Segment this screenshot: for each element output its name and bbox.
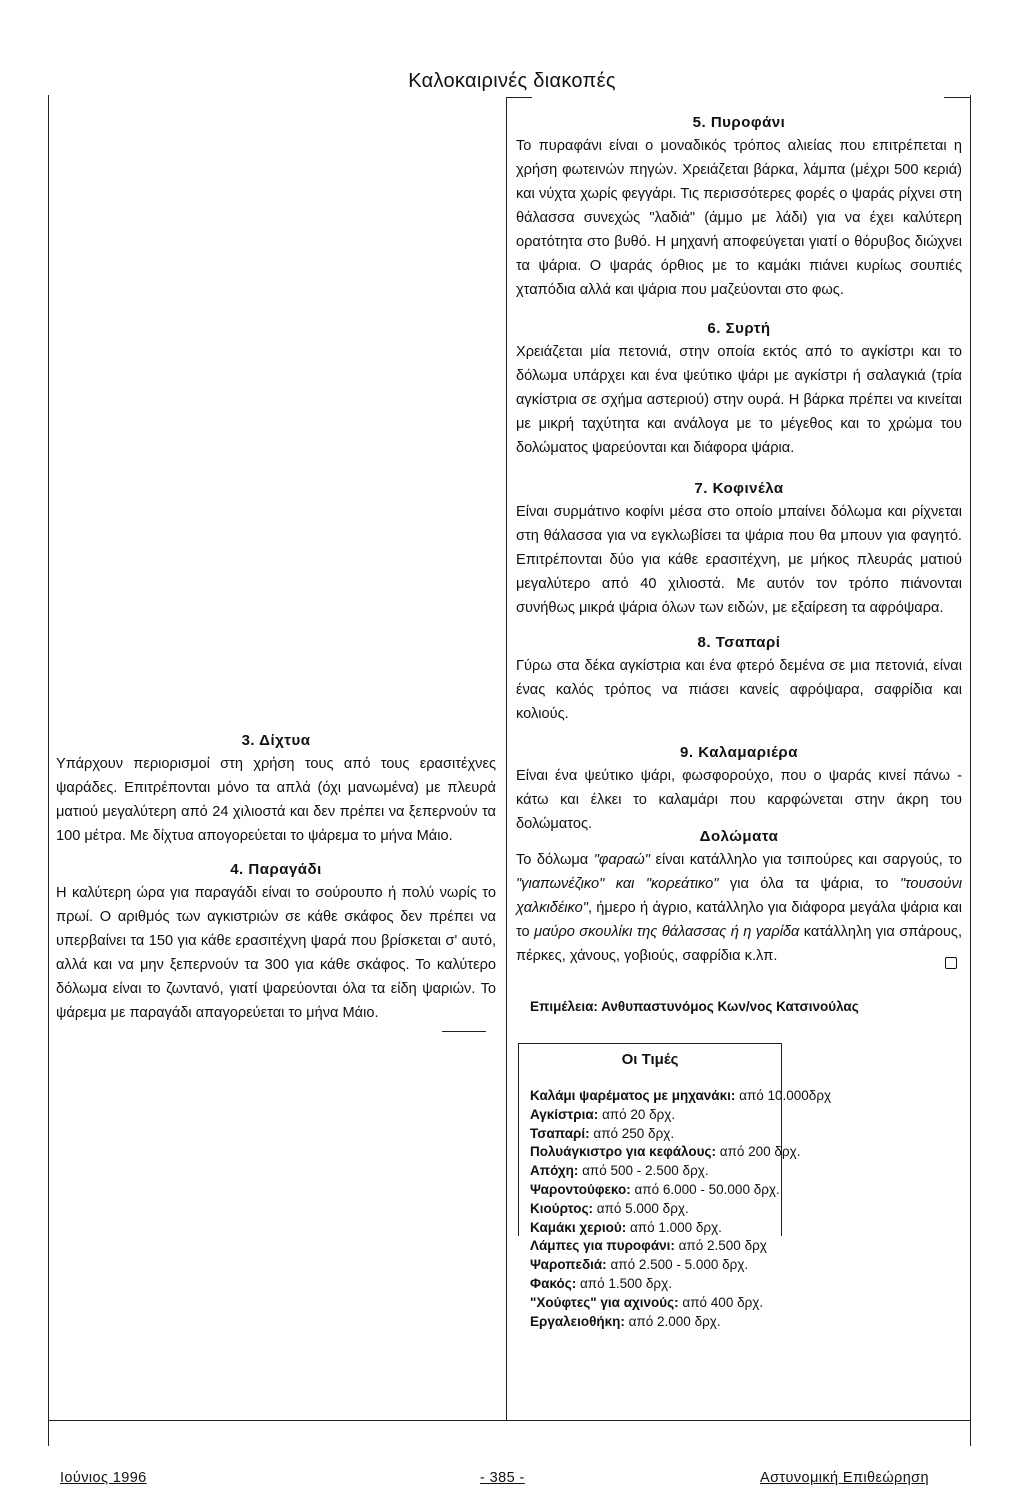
price-item	[530, 1219, 831, 1238]
price-item	[530, 1256, 831, 1275]
right-margin-rule	[970, 95, 971, 1420]
section-9-title: 9. Καλαμαριέρα	[680, 744, 798, 761]
end-of-article-mark	[945, 957, 957, 969]
price-label: Απόχη:	[530, 1163, 579, 1179]
section-9	[516, 742, 962, 836]
prices-title: Οι Τιμές	[621, 1051, 679, 1068]
price-item	[530, 1143, 831, 1162]
price-item	[530, 1125, 831, 1144]
price-value: από 2.500 δρχ	[678, 1238, 767, 1254]
section-3	[56, 730, 496, 848]
footer-rule	[48, 1420, 970, 1421]
footer-page-number: - 385 -	[480, 1470, 525, 1486]
price-item	[530, 1275, 831, 1294]
price-label: Αγκίστρια:	[530, 1106, 599, 1122]
section-3-title: 3. Δίχτυα	[241, 732, 311, 749]
section-baits-body: Το δόλωμα "φαραώ" είναι κατάλληλο για τσιπούρες και σαργούς, το "γιαπωνέζικο" και "κορεάτικο" για όλα τα ψάρια, το "τουσούνι χαλκιδέικο", ήμερο ή άγριο, κατάλληλο για διάφορα μεγάλα ψάρια και το μαύρο σκουλίκι της θάλασσας ή η γαρίδα κατάλληλη για σπάρους, πέρκες, χάνους, γοβιούς, σαφρίδια κ.λπ.	[516, 852, 963, 964]
price-label: "Χούφτες" για αχινούς:	[530, 1294, 679, 1310]
price-label: Καμάκι χεριού:	[530, 1219, 627, 1235]
section-8	[516, 632, 962, 726]
price-label: Λάμπες για πυροφάνι:	[530, 1238, 675, 1254]
section-3-body: Υπάρχουν περιορισμοί στη χρήση τους από τους ερασιτέχνες ψαράδες. Επιτρέπονται μόνο τα απλά (όχι μανωμένα) με πλευρά ματιού μεγαλύτερη από 24 χιλιοστά και δεν πρέπει να ξεπερνούν τα 100 μέτρα. Με δίχτυα απογορεύεται το ψάρεμα το μήνα Μάιο.	[56, 756, 496, 844]
section-8-body: Γύρω στα δέκα αγκίστρια και ένα φτερό δεμένα σε μια πετονιά, είναι ένας καλός τρόπος να πιάσει κανείς αφρόψαρα, σαφρίδια και κολιούς.	[516, 658, 962, 722]
section-4-body: Η καλύτερη ώρα για παραγάδι είναι το σούρουπο ή πολύ νωρίς το πρωί. Ο αριθμός των αγκιστριών σε κάθε σκάφος δεν πρέπει να υπερβαίνει τα 150 για κάθε ερασιτέχνη ψαρά που βρίσκεται σ' αυτό, αλλά και να μην ξεπερνούν τα 300 για κάθε σκάφος. Το καλύτερο δόλωμα είναι το ζωντανό, γιατί ψαρεύονται όλα τα είδη ψαριών. Το ψάρεμα με παραγάδι απαγορεύεται το μήνα Μάιο.	[56, 885, 496, 1021]
section-5-body: Το πυραφάνι είναι ο μοναδικός τρόπος αλιείας που επιτρέπεται η χρήση φωτεινών πηγών. Χρειάζεται βάρκα, λάμπα (μέχρι 500 κεριά) και νύχτα χωρίς φεγγάρι. Τις περισσότερες φορές ο ψαράς ρίχνει στη θάλασσα συνεχώς "λαδιά" (άμμο με λάδι) για να έχει καλύτερη ορατότητα στο βυθό. Η μηχανή αποφεύγεται γιατί ο θόρυβος διώχνει τα ψάρια. Ο ψαράς όρθιος με το καμάκι πιάνει κυρίως σουπιές χταπόδια αλλά και ψάρια που μαζεύονται στο φως.	[516, 138, 962, 298]
price-item	[530, 1087, 831, 1106]
section-6-body: Χρειάζεται μία πετονιά, στην οποία εκτός από το αγκίστρι και το δόλωμα υπάρχει και ένα ψεύτικο ψάρι με αγκίστρι ή σαλαγκιά (τρία αγκίστρια σε σχήμα αστεριού) στην ουρά. Η βάρκα πρέπει να κινείται με μικρή ταχύτητα και ανάλογα με το μέγεθος και το χρώμα του δολώματος ψαρεύονται και διάφορα ψάρια.	[516, 344, 962, 456]
price-value: από 20 δρχ.	[601, 1106, 676, 1122]
top-rule-right	[944, 97, 970, 98]
price-label: Εργαλειοθήκη:	[530, 1313, 625, 1329]
left-margin-rule	[48, 95, 49, 1420]
section-7-body: Είναι συρμάτινο κοφίνι μέσα στο οποίο μπαίνει δόλωμα και ρίχνεται στη θάλασσα για να εγκλωβίσει τα ψάρια που θα μπουν για φαγητό. Επιτρέπονται δύο για κάθε ερασιτέχνη, με μήκος πλευράς ματιού μεγαλύτερο από 40 χιλιοστά. Με αυτόν τον τρόπο πιάνονται συνήθως μικρά ψάρια όλων των ειδών, με εξαίρεση τα αφρόψαρα.	[516, 504, 962, 616]
price-value: από 500 - 2.500 δρχ.	[582, 1163, 709, 1179]
price-value: από 400 δρχ.	[682, 1294, 764, 1310]
price-label: Κιούρτος:	[530, 1200, 593, 1216]
price-label: Ψαροπεδιά:	[530, 1257, 607, 1273]
price-label: Καλάμι ψαρέματος με μηχανάκι:	[530, 1088, 736, 1103]
running-head: Καλοκαιρινές διακοπές	[408, 70, 616, 92]
footer-publication: Αστυνομική Επιθεώρηση	[760, 1470, 929, 1486]
section-4-end-rule	[442, 1031, 486, 1032]
price-value: από 2.000 δρχ.	[628, 1313, 721, 1329]
price-item	[530, 1237, 831, 1256]
section-5-title: 5. Πυροφάνι	[692, 114, 786, 131]
prices-list	[530, 1087, 831, 1331]
price-item	[530, 1313, 831, 1332]
section-7-title: 7. Κοφινέλα	[694, 480, 784, 497]
column-divider-rule	[506, 97, 507, 1420]
price-value: από 200 δρχ.	[719, 1144, 801, 1160]
price-item	[530, 1181, 831, 1200]
price-label: Πολυάγκιστρο για κεφάλους:	[530, 1144, 717, 1160]
section-4-title: 4. Παραγάδι	[230, 861, 322, 878]
price-item	[530, 1294, 831, 1313]
section-5	[516, 112, 962, 302]
price-value: από 1.500 δρχ.	[580, 1275, 672, 1291]
price-value: από 1.000 δρχ.	[629, 1219, 722, 1235]
price-label: Ψαροντούφεκο:	[530, 1181, 631, 1197]
price-item	[530, 1200, 831, 1219]
section-6	[516, 318, 962, 460]
credit-line: Επιμέλεια: Ανθυπαστυνόμος Κων/νος Κατσινούλας	[530, 999, 859, 1014]
price-value: από 250 δρχ.	[593, 1125, 675, 1141]
price-label: Τσαπαρί:	[530, 1125, 590, 1141]
price-value: από 10.000δρχ	[739, 1088, 832, 1103]
price-item	[530, 1162, 831, 1181]
price-value: από 2.500 - 5.000 δρχ.	[610, 1257, 749, 1273]
top-rule	[506, 97, 532, 98]
price-value: από 6.000 - 50.000 δρχ.	[634, 1181, 780, 1197]
section-8-title: 8. Τσαπαρί	[697, 634, 781, 651]
footer-tick-left	[48, 1420, 49, 1446]
section-9-body: Είναι ένα ψεύτικο ψάρι, φωσφορούχο, που ο ψαράς κινεί πάνω - κάτω και έλκει το καλαμάρι που καρφώνεται στην άκρη του δολώματος.	[516, 768, 962, 832]
footer-tick-right	[970, 1420, 971, 1446]
footer-date: Ιούνιος 1996	[60, 1470, 147, 1486]
section-7	[516, 478, 962, 620]
section-4	[56, 859, 496, 1025]
section-baits-title: Δολώματα	[699, 828, 779, 845]
section-6-title: 6. Συρτή	[707, 320, 771, 337]
price-label: Φακός:	[530, 1275, 577, 1291]
price-value: από 5.000 δρχ.	[596, 1200, 689, 1216]
price-item	[530, 1106, 831, 1125]
section-baits	[516, 826, 962, 968]
